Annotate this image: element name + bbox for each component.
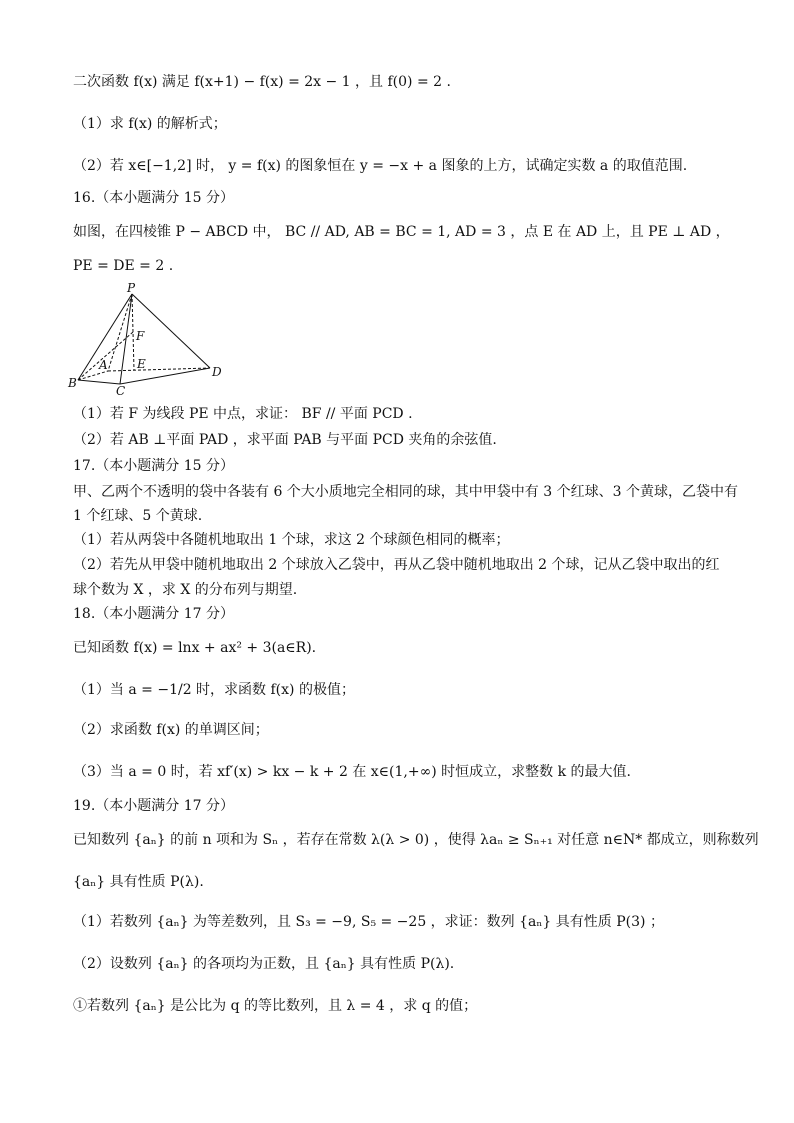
q17-part1: （1）若从两袋中各随机地取出 1 个球，求这 2 个球颜色相同的概率； — [73, 532, 510, 548]
q16-part1: （1）若 F 为线段 PE 中点，求证： BF // 平面 PCD . — [73, 406, 413, 422]
q17-part2-line2: 球个数为 X ，求 X 的分布列与期望. — [73, 582, 298, 598]
q15-part1: （1）求 f(x) 的解析式； — [73, 116, 227, 132]
label-D: D — [212, 365, 222, 379]
pyramid-figure — [66, 280, 236, 395]
q18-stem: 已知函数 f(x) = lnx + ax² + 3(a∈R). — [73, 640, 317, 656]
q17-part2-line1: （2）若先从甲袋中随机地取出 2 个球放入乙袋中，再从乙袋中随机地取出 2 个球，记从乙袋中取出的红 — [73, 557, 720, 573]
q17-stem-line1: 甲、乙两个不透明的袋中各装有 6 个大小质地完全相同的球，其中甲袋中有 3 个红球、3 个黄球，乙袋中有 — [73, 484, 738, 500]
edge-BC — [78, 380, 120, 384]
q18-header: 18.（本小题满分 17 分） — [73, 606, 234, 622]
q17-stem-line2: 1 个红球、5 个黄球. — [73, 508, 203, 524]
q16-header: 16.（本小题满分 15 分） — [73, 190, 234, 206]
q19-header: 19.（本小题满分 17 分） — [73, 798, 234, 814]
label-P: P — [127, 281, 136, 295]
label-A: A — [99, 358, 108, 372]
q15-intro: 二次函数 f(x) 满足 f(x+1) − f(x) = 2x − 1 ，且 f(0) = 2 . — [73, 74, 451, 90]
q18-part1: （1）当 a = −1/2 时，求函数 f(x) 的极值； — [73, 682, 355, 698]
segment-BF — [78, 332, 133, 380]
q18-part3: （3）当 a = 0 时，若 xf′(x) > kx − k + 2 在 x∈(1,+∞) 时恒成立，求整数 k 的最大值. — [73, 764, 631, 780]
q19-stem-line1: 已知数列 {aₙ} 的前 n 项和为 Sₙ ，若存在常数 λ(λ > 0) ，使得 λaₙ ≥ Sₙ₊₁ 对任意 n∈N* 都成立，则称数列 — [73, 832, 759, 848]
q19-stem-line2: {aₙ} 具有性质 P(λ). — [73, 874, 204, 890]
q16-stem-line1: 如图，在四棱锥 P − ABCD 中， BC // AD, AB = BC = 1, AD = 3 ，点 E 在 AD 上，且 PE ⊥ AD ， — [73, 224, 730, 240]
q16-stem-line2: PE = DE = 2 . — [73, 258, 174, 274]
q15-part2: （2）若 x∈[−1,2] 时， y = f(x) 的图象恒在 y = −x + a 图象的上方，试确定实数 a 的取值范围. — [73, 158, 688, 174]
label-F: F — [136, 329, 145, 343]
label-B: B — [68, 376, 77, 390]
q17-header: 17.（本小题满分 15 分） — [73, 458, 234, 474]
q19-part2: （2）设数列 {aₙ} 的各项均为正数，且 {aₙ} 具有性质 P(λ). — [73, 956, 455, 972]
q16-part2: （2）若 AB ⊥平面 PAD ，求平面 PAB 与平面 PCD 夹角的余弦值. — [73, 432, 497, 448]
q18-part2: （2）求函数 f(x) 的单调区间； — [73, 722, 269, 738]
label-C: C — [116, 384, 126, 395]
label-E: E — [137, 357, 146, 371]
edge-PA — [108, 294, 132, 371]
q19-part2-sub1: ①若数列 {aₙ} 是公比为 q 的等比数列，且 λ = 4 ，求 q 的值； — [73, 998, 478, 1014]
q19-part1: （1）若数列 {aₙ} 为等差数列，且 S₃ = −9, S₅ = −25 ，求证：数列 {aₙ} 具有性质 P(3) ； — [73, 914, 664, 930]
